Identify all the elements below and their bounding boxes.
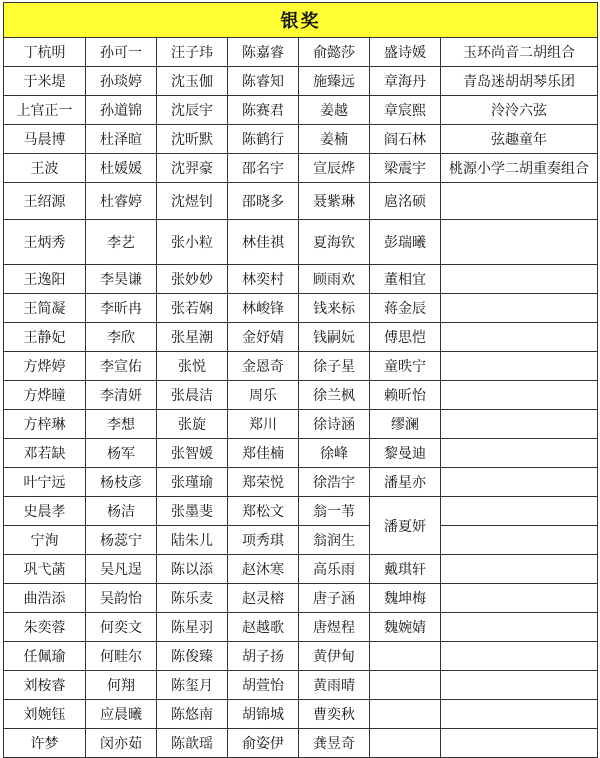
winner-name-cell: 童昳宁 xyxy=(370,352,441,381)
table-row xyxy=(4,468,598,497)
table-row xyxy=(4,154,598,183)
winner-name-cell: 张若娴 xyxy=(157,294,228,323)
winner-name-cell: 史晨孝 xyxy=(4,497,86,526)
winner-name-cell: 李艺 xyxy=(86,220,157,265)
winner-name-cell: 王波 xyxy=(4,154,86,183)
winner-name-cell: 赵灵榕 xyxy=(228,584,299,613)
winner-name-cell xyxy=(370,642,441,671)
winner-name-cell: 徐兰枫 xyxy=(299,381,370,410)
winner-name-cell: 章海丹 xyxy=(370,67,441,96)
winner-name-cell: 张旋 xyxy=(157,410,228,439)
winner-name-cell: 曹奕秋 xyxy=(299,700,370,729)
group-name-cell: 桃源小学二胡重奏组合 xyxy=(441,154,598,183)
winner-name-cell: 彭瑞曦 xyxy=(370,220,441,265)
winner-name-cell: 王逸阳 xyxy=(4,265,86,294)
winner-name-cell: 张晨洁 xyxy=(157,381,228,410)
winner-name-cell xyxy=(370,729,441,758)
winner-name-cell: 应晨曦 xyxy=(86,700,157,729)
winner-name-cell: 林佳祺 xyxy=(228,220,299,265)
winner-name-cell: 许梦 xyxy=(4,729,86,758)
table-row xyxy=(4,642,598,671)
table-row xyxy=(4,38,598,67)
winner-name-cell: 沈昕默 xyxy=(157,125,228,154)
winner-name-cell: 胡萱怡 xyxy=(228,671,299,700)
winner-name-cell: 金恩奇 xyxy=(228,352,299,381)
winner-name-cell: 张妙妙 xyxy=(157,265,228,294)
group-name-cell xyxy=(441,526,598,555)
group-name-cell xyxy=(441,671,598,700)
winner-name-cell: 方烨婷 xyxy=(4,352,86,381)
winner-name-cell: 周乐 xyxy=(228,381,299,410)
winner-name-cell: 上官正一 xyxy=(4,96,86,125)
table-row xyxy=(4,439,598,468)
winner-name-cell: 陈歆瑶 xyxy=(157,729,228,758)
winner-name-cell: 聂紫琳 xyxy=(299,183,370,220)
winner-name-cell: 唐煜程 xyxy=(299,613,370,642)
winner-name-cell: 吴凡逞 xyxy=(86,555,157,584)
winner-name-cell: 孙可一 xyxy=(86,38,157,67)
table-row xyxy=(4,671,598,700)
winner-name-cell: 巩弋菡 xyxy=(4,555,86,584)
group-name-cell: 泠泠六弦 xyxy=(441,96,598,125)
winner-name-cell: 姜越 xyxy=(299,96,370,125)
winner-name-cell: 张瑾瑜 xyxy=(157,468,228,497)
winner-name-cell: 叶宁远 xyxy=(4,468,86,497)
winner-name-cell: 王炳秀 xyxy=(4,220,86,265)
winner-name-cell: 郑川 xyxy=(228,410,299,439)
winner-name-cell: 邓若缺 xyxy=(4,439,86,468)
winner-name-cell: 马晨博 xyxy=(4,125,86,154)
winner-name-cell: 郑荣悦 xyxy=(228,468,299,497)
winner-name-cell: 胡子扬 xyxy=(228,642,299,671)
table-row xyxy=(4,220,598,265)
winner-name-cell: 潘夏妍 xyxy=(370,497,441,555)
winner-name-cell: 林奕村 xyxy=(228,265,299,294)
winner-name-cell: 钱嗣妧 xyxy=(299,323,370,352)
table-row xyxy=(4,526,598,555)
winner-name-cell: 陈乐麦 xyxy=(157,584,228,613)
group-name-cell xyxy=(441,497,598,526)
winner-name-cell: 张墨斐 xyxy=(157,497,228,526)
group-name-cell xyxy=(441,183,598,220)
winner-name-cell: 孙道锦 xyxy=(86,96,157,125)
winner-name-cell: 盛诗媛 xyxy=(370,38,441,67)
winner-name-cell: 何奕文 xyxy=(86,613,157,642)
group-name-cell xyxy=(441,584,598,613)
table-row xyxy=(4,700,598,729)
winner-name-cell: 沈羿豪 xyxy=(157,154,228,183)
winner-name-cell: 黄雨晴 xyxy=(299,671,370,700)
winner-name-cell: 何畦尔 xyxy=(86,642,157,671)
winner-name-cell: 赵越歌 xyxy=(228,613,299,642)
winner-name-cell: 李昕冉 xyxy=(86,294,157,323)
silver-award-table xyxy=(3,2,598,758)
winner-name-cell: 丁杭明 xyxy=(4,38,86,67)
winner-name-cell: 陈嘉睿 xyxy=(228,38,299,67)
winner-name-cell: 杨洁 xyxy=(86,497,157,526)
table-row xyxy=(4,183,598,220)
winner-name-cell: 陈悠南 xyxy=(157,700,228,729)
winner-name-cell: 傅思恺 xyxy=(370,323,441,352)
winner-name-cell: 于米堤 xyxy=(4,67,86,96)
winner-name-cell: 魏婉婧 xyxy=(370,613,441,642)
winner-name-cell: 陈以添 xyxy=(157,555,228,584)
winner-name-cell: 宁洵 xyxy=(4,526,86,555)
award-title: 银奖 xyxy=(4,3,598,38)
group-name-cell xyxy=(441,352,598,381)
winner-name-cell: 汪子玮 xyxy=(157,38,228,67)
winner-name-cell: 方梓琳 xyxy=(4,410,86,439)
winner-name-cell: 高乐雨 xyxy=(299,555,370,584)
winner-name-cell: 李想 xyxy=(86,410,157,439)
group-name-cell: 青岛迷胡胡琴乐团 xyxy=(441,67,598,96)
table-row xyxy=(4,584,598,613)
winner-name-cell: 陆朱儿 xyxy=(157,526,228,555)
table-row xyxy=(4,555,598,584)
winner-name-cell: 施臻远 xyxy=(299,67,370,96)
winner-name-cell: 胡锦城 xyxy=(228,700,299,729)
table-row xyxy=(4,497,598,526)
winner-name-cell: 陈玺月 xyxy=(157,671,228,700)
title-row xyxy=(4,3,598,38)
winner-name-cell: 戴琪轩 xyxy=(370,555,441,584)
group-name-cell xyxy=(441,613,598,642)
table-row xyxy=(4,613,598,642)
winner-name-cell: 杨枝彦 xyxy=(86,468,157,497)
winner-name-cell: 沈辰宇 xyxy=(157,96,228,125)
winner-name-cell xyxy=(370,671,441,700)
group-name-cell: 玉环尚音二胡组合 xyxy=(441,38,598,67)
table-row xyxy=(4,352,598,381)
winner-name-cell: 何翔 xyxy=(86,671,157,700)
winner-name-cell: 徐浩宇 xyxy=(299,468,370,497)
winner-name-cell: 李昊谦 xyxy=(86,265,157,294)
winner-name-cell: 郑松文 xyxy=(228,497,299,526)
group-name-cell xyxy=(441,381,598,410)
table-row xyxy=(4,381,598,410)
winner-name-cell: 曲浩添 xyxy=(4,584,86,613)
winner-name-cell: 阎石林 xyxy=(370,125,441,154)
winner-name-cell: 张星潮 xyxy=(157,323,228,352)
winner-name-cell: 章宸熙 xyxy=(370,96,441,125)
table-row xyxy=(4,96,598,125)
winner-name-cell: 陈星羽 xyxy=(157,613,228,642)
winner-name-cell: 陈鹤行 xyxy=(228,125,299,154)
winner-name-cell: 金妤婧 xyxy=(228,323,299,352)
winner-name-cell: 项秀琪 xyxy=(228,526,299,555)
winner-name-cell: 郑佳楠 xyxy=(228,439,299,468)
winner-name-cell: 俞姿伊 xyxy=(228,729,299,758)
winner-name-cell: 陈俊臻 xyxy=(157,642,228,671)
table-row xyxy=(4,323,598,352)
winner-name-cell: 张小粒 xyxy=(157,220,228,265)
winner-name-cell: 闵亦茹 xyxy=(86,729,157,758)
winner-name-cell: 魏坤梅 xyxy=(370,584,441,613)
winner-name-cell: 李宣佑 xyxy=(86,352,157,381)
winner-name-cell xyxy=(370,700,441,729)
winner-name-cell: 翁润生 xyxy=(299,526,370,555)
winner-name-cell: 徐诗涵 xyxy=(299,410,370,439)
group-name-cell xyxy=(441,555,598,584)
group-name-cell: 弦趣童年 xyxy=(441,125,598,154)
winner-name-cell: 徐子星 xyxy=(299,352,370,381)
winner-name-cell: 刘桉睿 xyxy=(4,671,86,700)
winner-name-cell: 朱奕蓉 xyxy=(4,613,86,642)
group-name-cell xyxy=(441,294,598,323)
winner-name-cell: 赵沐寒 xyxy=(228,555,299,584)
winner-name-cell: 邵晓多 xyxy=(228,183,299,220)
winner-name-cell: 刘婉钰 xyxy=(4,700,86,729)
winner-name-cell: 张智媛 xyxy=(157,439,228,468)
group-name-cell xyxy=(441,468,598,497)
winner-name-cell: 杜睿婷 xyxy=(86,183,157,220)
winner-name-cell: 唐子涵 xyxy=(299,584,370,613)
winner-name-cell: 赖昕怡 xyxy=(370,381,441,410)
group-name-cell xyxy=(441,220,598,265)
winner-name-cell: 姜楠 xyxy=(299,125,370,154)
group-name-cell xyxy=(441,410,598,439)
group-name-cell xyxy=(441,642,598,671)
winner-name-cell: 邵名宇 xyxy=(228,154,299,183)
winner-name-cell: 杜泽暄 xyxy=(86,125,157,154)
winner-name-cell: 杨蕊宁 xyxy=(86,526,157,555)
group-name-cell xyxy=(441,729,598,758)
winner-name-cell: 潘星亦 xyxy=(370,468,441,497)
winner-name-cell: 扈洺硕 xyxy=(370,183,441,220)
group-name-cell xyxy=(441,700,598,729)
winner-name-cell: 徐峰 xyxy=(299,439,370,468)
group-name-cell xyxy=(441,439,598,468)
table-row xyxy=(4,67,598,96)
winner-name-cell: 张悦 xyxy=(157,352,228,381)
winner-name-cell: 杨军 xyxy=(86,439,157,468)
table-row xyxy=(4,125,598,154)
winner-name-cell: 缪澜 xyxy=(370,410,441,439)
winner-name-cell: 沈玉伽 xyxy=(157,67,228,96)
winner-name-cell: 王简凝 xyxy=(4,294,86,323)
winner-name-cell: 宣辰烨 xyxy=(299,154,370,183)
winner-name-cell: 梁震宇 xyxy=(370,154,441,183)
winner-name-cell: 蒋金辰 xyxy=(370,294,441,323)
table-row xyxy=(4,294,598,323)
winner-name-cell: 顾雨欢 xyxy=(299,265,370,294)
winner-name-cell: 钱来标 xyxy=(299,294,370,323)
winner-name-cell: 陈睿知 xyxy=(228,67,299,96)
winner-name-cell: 孙琰婷 xyxy=(86,67,157,96)
winner-name-cell: 方烨瞳 xyxy=(4,381,86,410)
winner-name-cell: 林峻锋 xyxy=(228,294,299,323)
winner-name-cell: 李清妍 xyxy=(86,381,157,410)
winner-name-cell: 翁一苇 xyxy=(299,497,370,526)
winner-name-cell: 黎曼迪 xyxy=(370,439,441,468)
winner-name-cell: 吴韵怡 xyxy=(86,584,157,613)
winner-name-cell: 任佩瑜 xyxy=(4,642,86,671)
winner-name-cell: 李欣 xyxy=(86,323,157,352)
winner-name-cell: 沈煜钊 xyxy=(157,183,228,220)
winner-name-cell: 黄伊甸 xyxy=(299,642,370,671)
winner-name-cell: 王静妃 xyxy=(4,323,86,352)
winner-name-cell: 夏海钦 xyxy=(299,220,370,265)
winner-name-cell: 王绍源 xyxy=(4,183,86,220)
winner-name-cell: 杜媛媛 xyxy=(86,154,157,183)
winner-name-cell: 龚昱奇 xyxy=(299,729,370,758)
winner-name-cell: 俞懿莎 xyxy=(299,38,370,67)
winner-name-cell: 董相宜 xyxy=(370,265,441,294)
group-name-cell xyxy=(441,323,598,352)
table-row xyxy=(4,729,598,758)
winner-name-cell: 陈赛君 xyxy=(228,96,299,125)
table-row xyxy=(4,265,598,294)
table-row xyxy=(4,410,598,439)
group-name-cell xyxy=(441,265,598,294)
